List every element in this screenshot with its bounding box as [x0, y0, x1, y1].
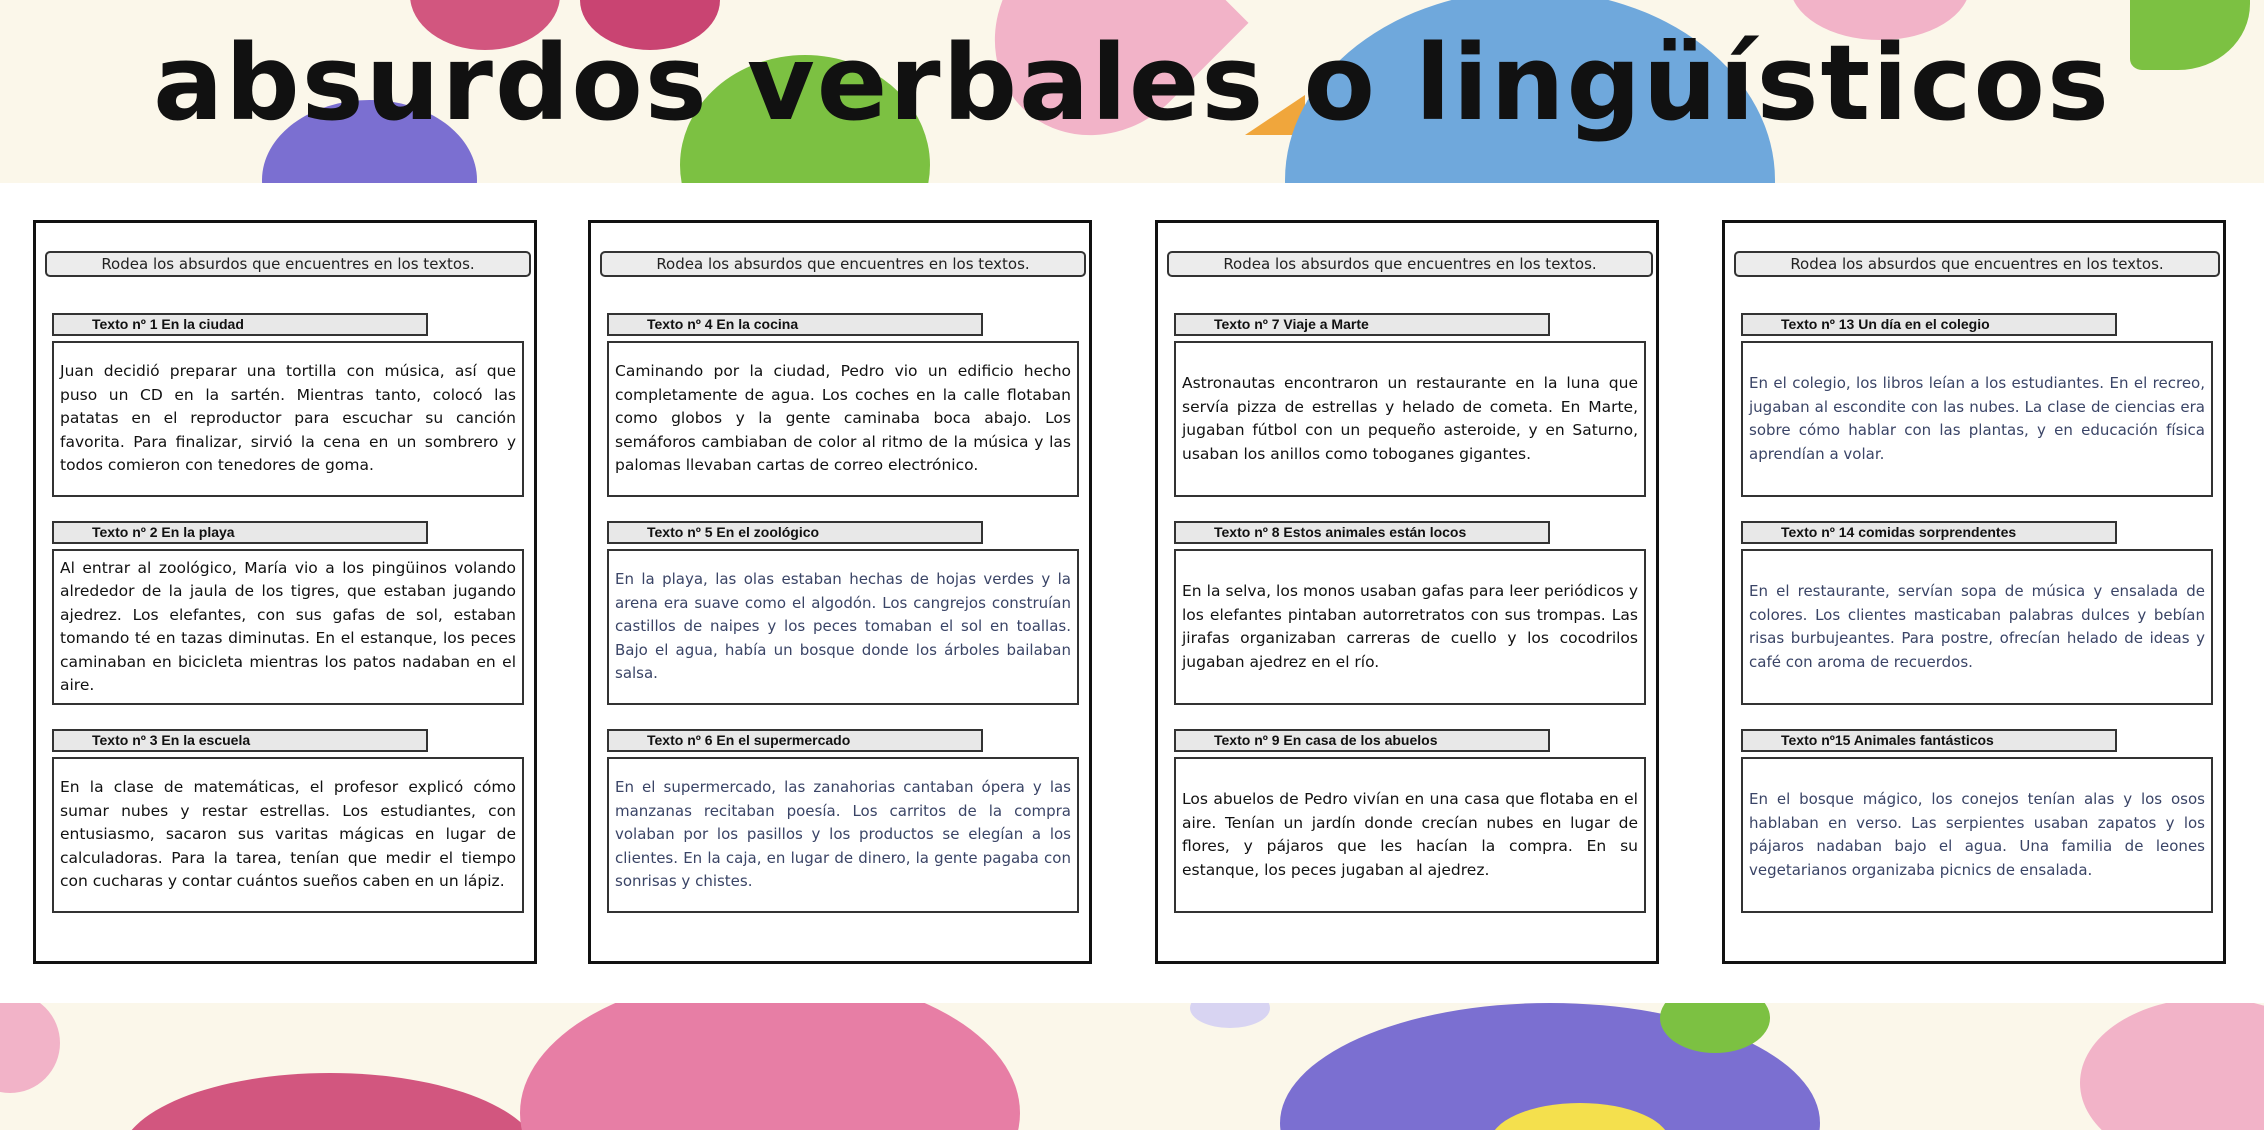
- text-label: Texto nº 8 Estos animales están locos: [1174, 521, 1550, 544]
- text-body: Los abuelos de Pedro vivían en una casa que flotaba en el aire. Tenían un jardín donde crecían nubes en lugar de flores, y pájaros que les hacían la compra. En su estanque, los peces jugaban al ajedrez.: [1182, 790, 1638, 879]
- text-body: En el restaurante, servían sopa de música y ensalada de colores. Los clientes masticaban palabras dulces y bebían risas burbujeantes. Para postre, ofrecían helado de ideas y café con aroma de recuerdos.: [1749, 582, 2205, 671]
- instruction-bar: Rodea los absurdos que encuentres en los textos.: [45, 251, 531, 277]
- pink-strawberry-decoration: [120, 1073, 540, 1130]
- text-box: [52, 549, 524, 705]
- text-body: Caminando por la ciudad, Pedro vio un edificio hecho completamente de agua. Los coches en la calle flotaban como globos y la gente caminaba boca abajo. Los semáforos cambiaban de color al ritmo de la música y las palomas llevaban cartas de correo electrónico.: [615, 362, 1071, 475]
- text-box: [607, 549, 1079, 705]
- pink-circle-bottom-decoration: [2080, 1003, 2264, 1130]
- text-box: [1174, 757, 1646, 913]
- text-label: Texto nº 4 En la cocina: [607, 313, 983, 336]
- text-box: [52, 341, 524, 497]
- decorative-header-band: [0, 0, 2264, 183]
- text-label: Texto nº 3 En la escuela: [52, 729, 428, 752]
- text-body: En la playa, las olas estaban hechas de hojas verdes y la arena era suave como el algodón. Los cangrejos construían castillos de naipes y los peces tomaban el sol en toallas. Bajo el agua, había un bosque donde los árboles bailaban salsa.: [615, 570, 1071, 683]
- text-label: Texto nº 2 En la playa: [52, 521, 428, 544]
- worksheet-1: [33, 220, 537, 964]
- pink-leaf-decoration: [0, 1003, 60, 1093]
- page-title: absurdos verbales o lingüísticos: [153, 22, 2111, 144]
- text-label: Texto nº 9 En casa de los abuelos: [1174, 729, 1550, 752]
- pink-apple-decoration: [520, 1003, 1020, 1130]
- text-body: Juan decidió preparar una tortilla con música, así que puso un CD en la sartén. Mientras tanto, colocó las patatas en el reproductor para escuchar su canción favorita. Para finalizar, sirvió la cena en un sombrero y todos comieron con tenedores de goma.: [60, 362, 516, 475]
- text-body: En el colegio, los libros leían a los estudiantes. En el recreo, jugaban al escondite con las nubes. La clase de ciencias era sobre cómo hablar con las plantas, y en educación física aprendían a volar.: [1749, 374, 2205, 463]
- lilac-dot-decoration: [1190, 1003, 1270, 1028]
- decorative-footer-band: [0, 1003, 2264, 1130]
- text-body: En el bosque mágico, los conejos tenían alas y los osos hablaban en verso. Las serpientes usaban zapatos y los pájaros nadaban bajo el agua. Una familia de leones vegetarianos organizaba picnics de ensalada.: [1749, 790, 2205, 879]
- text-box: [52, 757, 524, 913]
- text-label: Texto nº 5 En el zoológico: [607, 521, 983, 544]
- instruction-bar: Rodea los absurdos que encuentres en los textos.: [1167, 251, 1653, 277]
- worksheet-4: [1722, 220, 2226, 964]
- text-box: [1741, 549, 2213, 705]
- instruction-bar: Rodea los absurdos que encuentres en los textos.: [1734, 251, 2220, 277]
- text-box: [1174, 549, 1646, 705]
- text-body: Al entrar al zoológico, María vio a los pingüinos volando alrededor de la jaula de los tigres, que estaban jugando ajedrez. Los elefantes, con sus gafas de sol, estaban tomando té en tazas diminutas. En el estanque, los peces caminaban en bicicleta mientras los patos nadaban en el aire.: [60, 558, 516, 694]
- text-box: [1741, 757, 2213, 913]
- text-body: En la clase de matemáticas, el profesor explicó cómo sumar nubes y restar estrellas. Los estudiantes, con entusiasmo, sacaron sus varitas mágicas en lugar de calculadoras. Para la tarea, tenían que medir el tiempo con cucharas y contar cuántos sueños caben en un lápiz.: [60, 778, 516, 891]
- text-box: [607, 341, 1079, 497]
- text-label: Texto nº 7 Viaje a Marte: [1174, 313, 1550, 336]
- text-label: Texto nº15 Animales fantásticos: [1741, 729, 2117, 752]
- text-label: Texto nº 6 En el supermercado: [607, 729, 983, 752]
- worksheet-3: [1155, 220, 1659, 964]
- text-body: En la selva, los monos usaban gafas para leer periódicos y los elefantes pintaban autorretratos con sus trompas. Las jirafas organizaban carreras de cuello y los cocodrilos jugaban ajedrez en el río.: [1182, 582, 1638, 671]
- worksheet-2: [588, 220, 1092, 964]
- text-label: Texto nº 14 comidas sorprendentes: [1741, 521, 2117, 544]
- text-box: [1174, 341, 1646, 497]
- text-box: [1741, 341, 2213, 497]
- text-body: Astronautas encontraron un restaurante en la luna que servía pizza de estrellas y helado de cometa. En Marte, jugaban fútbol con un pequeño asteroide, y en Saturno, usaban los anillos como toboganes gigantes.: [1182, 374, 1638, 463]
- instruction-bar: Rodea los absurdos que encuentres en los textos.: [600, 251, 1086, 277]
- text-box: [607, 757, 1079, 913]
- text-body: En el supermercado, las zanahorias cantaban ópera y las manzanas recitaban poesía. Los carritos de la compra volaban por los pasillos y los productos se elegían a los clientes. En la caja, en lugar de dinero, la gente pagaba con sonrisas y chistes.: [615, 778, 1071, 891]
- text-label: Texto nº 13 Un día en el colegio: [1741, 313, 2117, 336]
- text-label: Texto nº 1 En la ciudad: [52, 313, 428, 336]
